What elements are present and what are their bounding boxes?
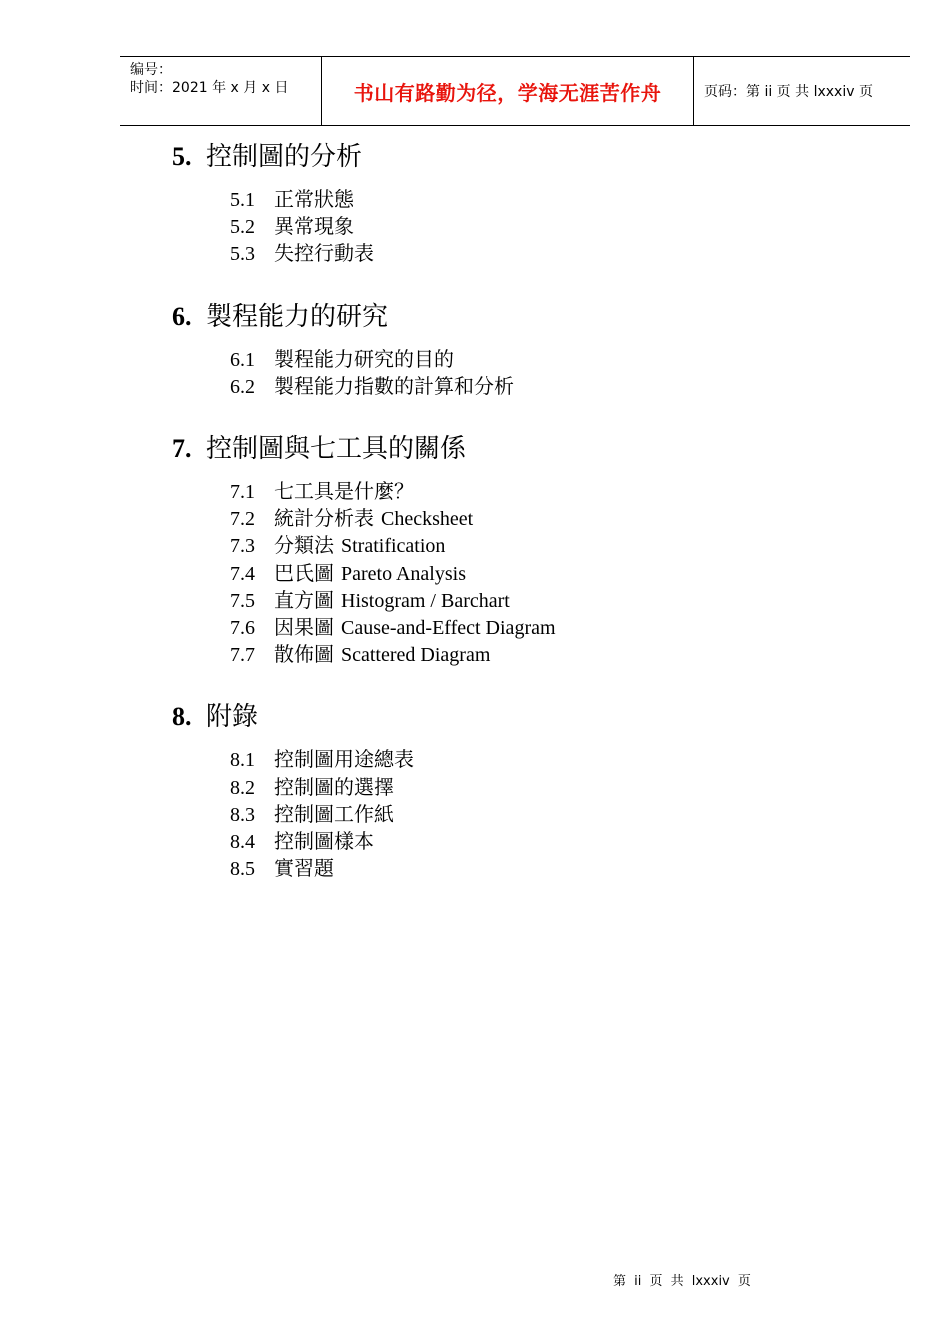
item-title: 分類法 xyxy=(274,533,334,558)
item-title: 正常狀態 xyxy=(274,187,354,211)
item-number: 7.1 xyxy=(230,481,255,504)
item-title: 統計分析表 xyxy=(274,506,374,531)
document-date-label: 时间：2021 年 x 月 x 日 xyxy=(130,80,289,96)
item-english-title: Checksheet xyxy=(381,508,474,531)
item-english-title: Stratification xyxy=(341,535,446,558)
item-title: 控制圖用途總表 xyxy=(274,747,414,772)
toc-item xyxy=(230,587,872,614)
item-title: 巴氏圖 xyxy=(274,560,334,585)
header-motto-cell xyxy=(321,57,694,125)
item-number: 7.4 xyxy=(230,562,255,585)
item-english-title: Cause-and-Effect Diagram xyxy=(341,617,556,640)
section-heading xyxy=(172,300,872,334)
toc-section-7 xyxy=(172,432,872,668)
document-number-label: 编号： xyxy=(130,62,172,78)
item-number: 7.3 xyxy=(230,535,255,558)
page-header xyxy=(120,56,910,126)
item-title: 控制圖工作紙 xyxy=(274,801,394,826)
section-title: 製程能力的研究 xyxy=(206,301,389,332)
section-number: 5. xyxy=(172,142,192,171)
item-number: 8.1 xyxy=(230,749,255,772)
item-number: 7.6 xyxy=(230,617,255,640)
item-english-title: Pareto Analysis xyxy=(341,562,466,585)
header-page-cell xyxy=(694,57,910,125)
toc-item xyxy=(230,614,872,641)
item-number: 5.1 xyxy=(230,189,255,211)
item-english-title: Histogram / Barchart xyxy=(341,589,510,612)
section-item-list xyxy=(230,478,872,668)
toc-item xyxy=(230,213,872,240)
item-title: 製程能力研究的目的 xyxy=(274,346,454,371)
toc-item xyxy=(230,746,872,773)
item-number: 6.2 xyxy=(230,375,255,398)
item-number: 7.7 xyxy=(230,644,255,667)
item-number: 7.5 xyxy=(230,589,255,612)
item-title: 直方圖 xyxy=(274,587,334,612)
item-title: 異常現象 xyxy=(274,214,354,239)
item-number: 8.2 xyxy=(230,776,255,799)
toc-section-6 xyxy=(172,300,872,400)
section-heading xyxy=(172,700,872,734)
item-title: 實習題 xyxy=(274,856,334,881)
item-title: 散佈圖 xyxy=(274,642,334,667)
item-number: 5.3 xyxy=(230,243,255,266)
item-number: 6.1 xyxy=(230,348,255,371)
toc-section-5 xyxy=(172,140,872,268)
toc-item xyxy=(230,828,872,855)
item-title: 控制圖的選擇 xyxy=(274,774,394,799)
item-number: 5.2 xyxy=(230,216,255,239)
section-item-list xyxy=(230,746,872,882)
item-number: 7.2 xyxy=(230,508,255,531)
table-of-contents xyxy=(172,140,872,914)
toc-item xyxy=(230,532,872,559)
toc-item xyxy=(230,774,872,801)
header-motto: 书山有路勤为径，学海无涯苦作舟 xyxy=(353,80,662,105)
item-english-title: Scattered Diagram xyxy=(341,644,491,667)
toc-item xyxy=(230,478,872,505)
item-number: 8.4 xyxy=(230,831,255,854)
toc-section-8 xyxy=(172,700,872,882)
section-title: 控制圖與七工具的關係 xyxy=(206,434,467,465)
toc-item xyxy=(230,186,872,213)
toc-item xyxy=(230,240,872,267)
item-title: 製程能力指數的計算和分析 xyxy=(274,373,514,398)
toc-item xyxy=(230,346,872,373)
toc-item xyxy=(230,373,872,400)
item-title: 因果圖 xyxy=(274,615,334,640)
toc-item xyxy=(230,505,872,532)
page-footer xyxy=(613,1270,751,1289)
header-page-label: 页码：第 ii 页 共 lxxxiv 页 xyxy=(704,84,873,100)
toc-item xyxy=(230,801,872,828)
section-number: 8. xyxy=(172,702,192,732)
toc-item xyxy=(230,560,872,587)
section-item-list xyxy=(230,346,872,400)
toc-item xyxy=(230,855,872,882)
section-title: 附錄 xyxy=(206,702,259,733)
section-heading xyxy=(172,140,872,174)
section-heading xyxy=(172,432,872,466)
item-number: 8.5 xyxy=(230,858,255,881)
item-number: 8.3 xyxy=(230,803,255,826)
item-title: 失控行動表 xyxy=(274,241,374,266)
section-number: 7. xyxy=(172,434,192,464)
section-item-list xyxy=(230,186,872,268)
item-title: 七工具是什麼？ xyxy=(274,479,414,504)
section-title: 控制圖的分析 xyxy=(206,142,363,172)
item-title: 控制圖樣本 xyxy=(274,829,374,854)
footer-page-number: 第 ii 页 共 lxxxiv 页 xyxy=(613,1274,751,1289)
header-meta-cell xyxy=(120,57,321,125)
section-number: 6. xyxy=(172,301,192,331)
toc-item xyxy=(230,641,872,668)
